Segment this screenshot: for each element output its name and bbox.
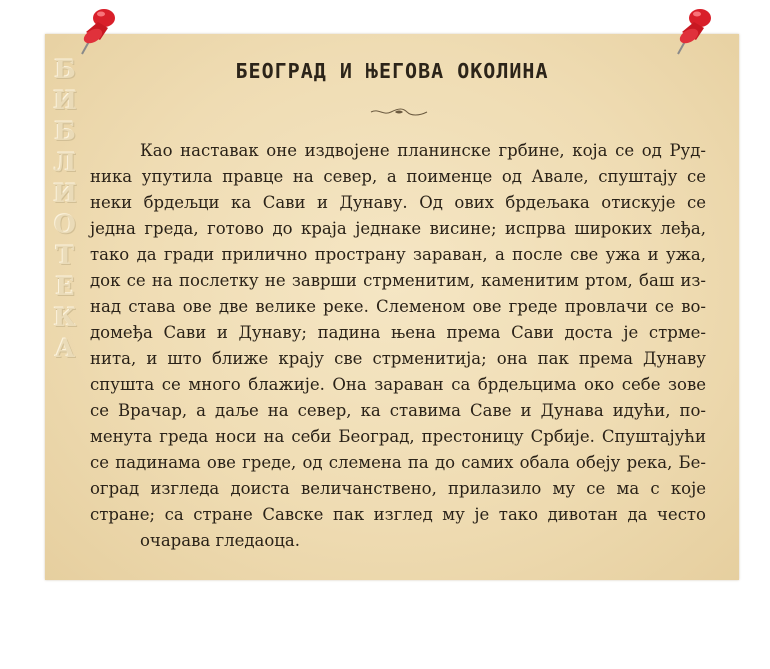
text-line: ника упутила правце на север, а поименце од Авале, спуштају се [90, 167, 706, 186]
text-line: Као наставак оне издвојене планинске грбине, која се од Руд- [140, 141, 706, 160]
pushpin-icon [76, 6, 122, 58]
watermark-letter: К [53, 303, 77, 332]
flourish-ornament [369, 107, 429, 117]
text-line: домеђа Сави и Дунаву; падина њена према Сави доста је стрме- [90, 323, 706, 342]
text-line: оград изгледа доиста величанствено, прилазило му се ма с које [90, 479, 706, 498]
pushpin-icon [672, 6, 718, 58]
text-line: спушта се много блажије. Она зараван са брдељцима око себе зове [90, 375, 706, 394]
watermark-letter: Т [55, 241, 75, 270]
text-line: очарава гледаоца. [140, 531, 300, 550]
watermark-letter: Б [54, 117, 76, 146]
text-line: док се на послетку не заврши стрменитим, каменитим ртом, баш из- [90, 271, 706, 290]
watermark-letter: А [54, 334, 76, 363]
text-line: стране; са стране Савске пак изглед му је тако дивотан да често [90, 505, 706, 524]
text-line: се Врачар, а даље на север, ка ставима Саве и Дунава идући, по- [90, 401, 706, 420]
body-text [90, 138, 706, 554]
page-title: БЕОГРАД И ЊЕГОВА ОКОЛИНА [235, 59, 549, 83]
watermark-letter: О [54, 210, 76, 239]
library-watermark [50, 54, 80, 364]
text-line: над става ове две велике реке. Слеменом ове греде провлачи се во- [90, 297, 706, 316]
text-line: се падинама ове греде, од слемена па до самих обала обеју река, Бе- [90, 453, 706, 472]
text-line: једна греда, готово до краја једнаке висине; испрва широких леђа, [90, 219, 706, 238]
text-line: нита, и што ближе крају све стрменитија; она пак према Дунаву [90, 349, 706, 368]
text-line: тако да гради прилично пространу зараван, а после све ужа и ужа, [90, 245, 706, 264]
text-line: менута греда носи на себи Београд, престоницу Србије. Спуштајући [90, 427, 706, 446]
document-page [45, 34, 739, 580]
watermark-letter: И [53, 179, 77, 208]
watermark-letter: Б [54, 55, 76, 84]
watermark-letter: Е [55, 272, 75, 301]
text-line: неки брдељци ка Сави и Дунаву. Од ових брдељака отискује се [90, 193, 706, 212]
watermark-letter: Л [53, 148, 77, 177]
watermark-letter: И [53, 86, 77, 115]
